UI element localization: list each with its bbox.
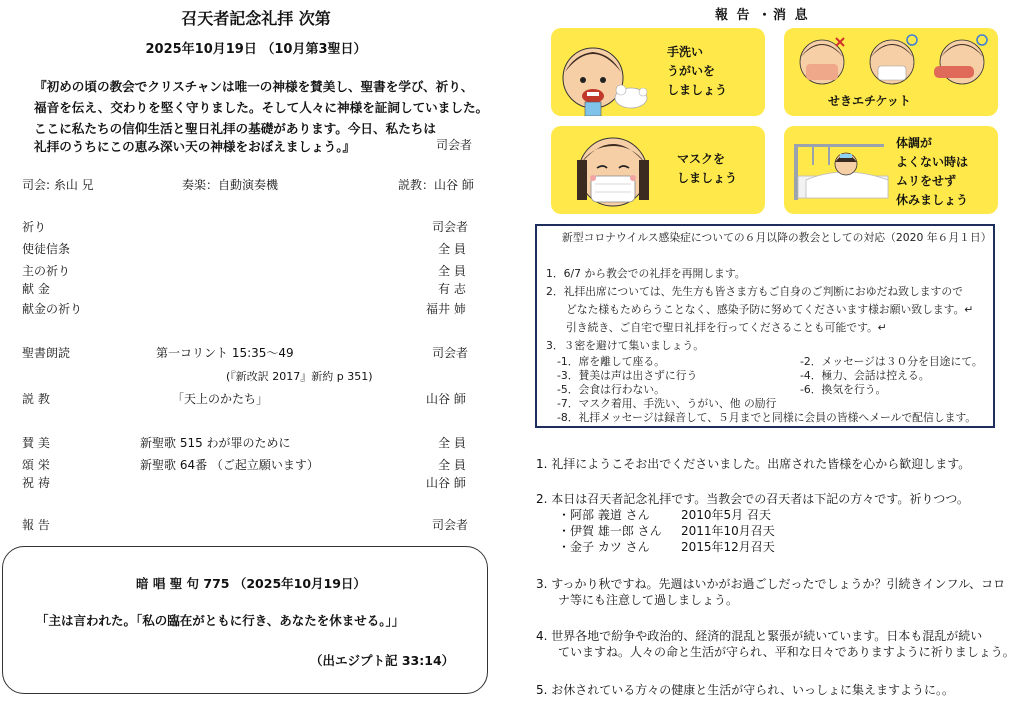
covid-point: 引き続き、ご自宅で聖日礼拝を行ってくださることも可能です。↵ [566, 321, 887, 334]
deceased-name: ・伊賀 雄一郎 さん [558, 524, 662, 538]
order-who: 司会者 [432, 346, 469, 360]
intro-attribution: 司会者 [436, 138, 473, 152]
order-item: 祈り [22, 220, 47, 234]
order-who: 司会者 [432, 518, 469, 532]
card-handwash-line: 手洗い [667, 45, 704, 59]
card-rest-line: 休みましょう [896, 193, 969, 207]
order-detail: 新聖歌 64番 （ご起立願います） [140, 458, 319, 472]
card-handwash-line: しましょう [667, 83, 728, 97]
order-item: 賛 美 [22, 436, 50, 450]
scripture-reference: (『新改訳 2017』新約 p 351) [226, 370, 373, 383]
card-rest-line: 体調が [896, 136, 933, 150]
covid-measure: -1．席を離して座る。 [557, 355, 665, 368]
card-rest-line: よくない時は [896, 155, 969, 169]
memory-verse-heading: 暗 唱 聖 句 775 （2025年10月19日） [136, 576, 366, 591]
sermon-title: 「天上のかたち」 [172, 392, 269, 406]
notice-3: 3. すっかり秋ですね。先週はいかがお過ごしだったでしょうか？引続きインフル、コロ [536, 577, 1006, 591]
order-who: 全 員 [438, 264, 466, 278]
covid-measure: -2．メッセージは３０分を目途にて。 [800, 355, 983, 368]
deceased-date: 2015年12月召天 [681, 540, 775, 554]
order-who: 全 員 [438, 436, 466, 450]
notice-2: 2. 本日は召天者記念礼拝です。当教会での召天者は下記の方々です。祈りつつ。 [536, 492, 969, 506]
covid-point: 1．6/7 から教会での礼拝を再開します。 [546, 267, 746, 280]
notice-5: 5. お休されている方々の健康と生活が守られ、いっしょに集えますように。。 [536, 683, 954, 697]
covid-measure: -4．極力、会話は控える。 [800, 369, 930, 382]
order-item: 説 教 [22, 392, 50, 406]
deceased-date: 2011年10月召天 [681, 524, 775, 538]
order-item: 頌 栄 [22, 458, 50, 472]
card-mask [551, 126, 765, 214]
page-title: 召天者記念礼拝 次第 [181, 9, 331, 28]
card-cough-etiquette [784, 28, 998, 116]
order-who: 有 志 [438, 282, 466, 296]
covid-point: どなた様もためらうことなく、感染予防に努めてくださいます様お願い致します。↵ [566, 303, 974, 316]
notice-3-cont: ナ等にも注意して過しましょう。 [558, 593, 739, 607]
order-detail: 第一コリント 15:35～49 [156, 346, 294, 360]
notice-1: 1. 礼拝にようこそお出でくださいました。出席された皆様を心から歓迎します。 [536, 457, 971, 471]
order-item: 主の祈り [22, 264, 71, 278]
intro-line-3: ここに私たちの信仰生活と聖日礼拝の基礎があります。今日、私たちは [34, 121, 436, 136]
order-who: 山谷 師 [426, 392, 466, 406]
covid-measure: -3．賛美は声は出さずに行う [557, 369, 698, 382]
card-rest-line: ムリをせず [896, 174, 957, 188]
card-mask-line: マスクを [677, 152, 726, 166]
notice-4-cont: ていますね。人々の命と生活が守られ、平和な日々でありますように祈りましょう。 [558, 645, 1015, 659]
memory-verse-ref: （出エジプト記 33:14） [310, 653, 455, 668]
intro-line-1: 『初めの頃の教会でクリスチャンは唯一の神様を賛美し、聖書を学び、祈り、 [34, 79, 474, 94]
deceased-name: ・金子 カツ さん [558, 540, 650, 554]
intro-line-4: 礼拝のうちにこの恵み深い天の神様をおぼえましょう。』 [34, 139, 356, 154]
order-who: 全 員 [438, 242, 466, 256]
deceased-date: 2010年5月 召天 [681, 508, 771, 522]
order-who: 福井 姉 [426, 302, 466, 316]
order-who: 全 員 [438, 458, 466, 472]
order-item: 献 金 [22, 282, 50, 296]
order-who: 山谷 師 [426, 476, 466, 490]
covid-point: 2．礼拝出席については、先生方も皆さま方もご自身のご判断におゆだね致しますので [546, 285, 963, 298]
covid-measure: -8．礼拝メッセージは録音して、５月までと同様に会員の皆様へメールで配信します。 [557, 411, 977, 424]
notices-title: 報 告 ・消 息 [715, 8, 810, 23]
card-rest [784, 126, 998, 214]
service-date: 2025年10月19日 （10月第3聖日） [145, 42, 367, 57]
staff-sermon: 説教：山谷 師 [398, 178, 474, 192]
card-handwash [551, 28, 765, 116]
order-item: 献金の祈り [22, 302, 83, 316]
staff-mc: 司会: 糸山 兄 [22, 178, 94, 192]
covid-measure: -7．マスク着用、手洗い、うがい、他 の励行 [557, 397, 777, 410]
card-handwash-line: うがいを [667, 64, 716, 78]
order-item: 聖書朗読 [22, 346, 71, 360]
memory-verse-text: 「主は言われた。「私の臨在がともに行き、あなたを休ませる。」」 [36, 613, 405, 628]
card-cough-etiquette-label: せきエチケット [828, 94, 911, 108]
covid-measure: -5．会食は行わない。 [557, 383, 665, 396]
order-detail: 新聖歌 515 わが罪のために [140, 436, 291, 450]
order-item: 報 告 [22, 518, 50, 532]
covid-point: 3．３密を避けて集いましょう。 [546, 339, 705, 352]
deceased-name: ・阿部 義道 さん [558, 508, 650, 522]
handwash-illustration [551, 28, 765, 116]
staff-music: 奏楽：自動演奏機 [182, 178, 279, 192]
covid-title: 新型コロナウイルス感染症についての６月以降の教会としての対応（2020 年６月１日） [562, 231, 992, 244]
covid-measure: -6．換気を行う。 [800, 383, 887, 396]
card-mask-line: しましょう [677, 171, 738, 185]
order-item: 使徒信条 [22, 242, 71, 256]
order-item: 祝 祷 [22, 476, 50, 490]
notice-4: 4. 世界各地で紛争や政治的、経済的混乱と緊張が続いています。日本も混乱が続い [536, 629, 983, 643]
intro-line-2: 福音を伝え、交わりを堅く守りました。そして人々に神様を証詞していました。 [34, 100, 489, 115]
order-who: 司会者 [432, 220, 469, 234]
